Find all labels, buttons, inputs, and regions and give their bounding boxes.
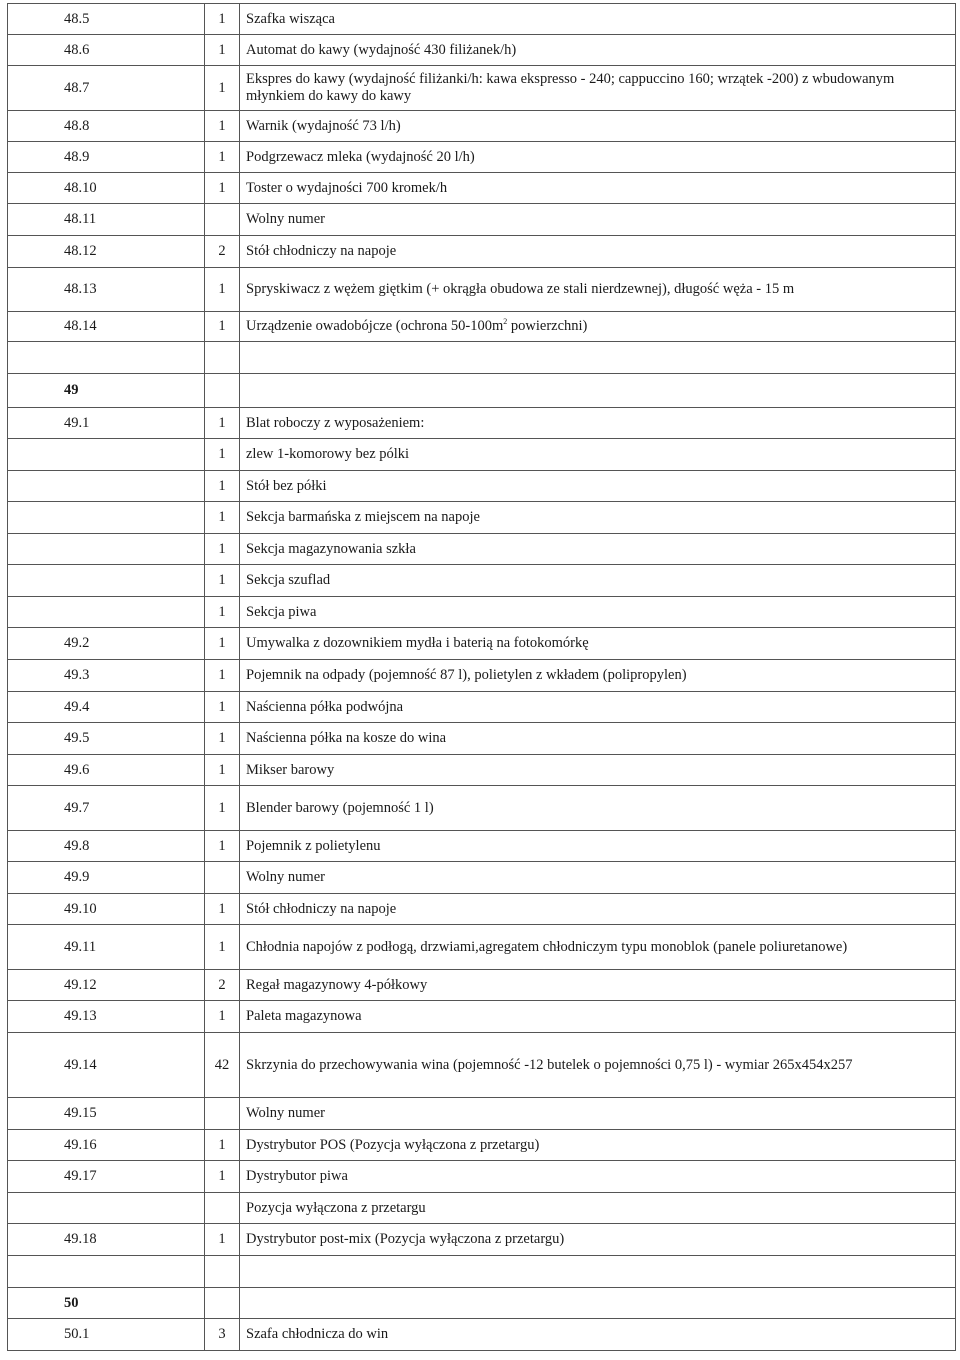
item-description-text: Paleta magazynowa (246, 1008, 362, 1024)
item-description (240, 1256, 956, 1288)
item-description-text: Warnik (wydajność 73 l/h) (246, 117, 401, 134)
table-row (8, 1130, 956, 1161)
item-description-text: Stół chłodniczy na napoje (246, 243, 397, 259)
equipment-table (7, 3, 956, 1351)
table-row (8, 502, 956, 534)
table-row (8, 862, 956, 894)
item-description (240, 1033, 956, 1098)
item-quantity: 1 (205, 268, 240, 312)
item-number: 48.14 (8, 312, 205, 342)
item-quantity: 1 (205, 173, 240, 204)
item-quantity: 1 (205, 4, 240, 35)
table-row (8, 268, 956, 312)
item-description-text: Naścienna półka podwójna (246, 698, 404, 715)
item-number: 49.13 (8, 1001, 205, 1033)
item-description-text: Wolny numer (246, 869, 325, 885)
item-number: 49.6 (8, 755, 205, 786)
table-row (8, 35, 956, 66)
item-quantity: 2 (205, 970, 240, 1001)
section-number: 49 (8, 374, 205, 408)
item-description-text: Urządzenie owadobójcze (ochrona 50-100m (246, 318, 504, 334)
item-description (240, 534, 956, 565)
item-description-text: Regał magazynowy 4-półkowy (246, 976, 428, 993)
table-row (8, 925, 956, 970)
table-row (8, 755, 956, 786)
table-row (8, 597, 956, 628)
item-description-text: Szafa chłodnicza do win (246, 1326, 389, 1342)
table-row (8, 173, 956, 204)
item-description-text: Ekspres do kawy (wydajność filiżanki/h: kawa ekspresso - 240; cappuccino 160; wrzątek -200) z wbudowanym młynkiem do kawy do kawy (246, 71, 895, 104)
item-description-text: Naścienna półka na kosze do wina (246, 730, 447, 746)
item-description (240, 628, 956, 660)
item-description (240, 1130, 956, 1161)
item-description (240, 471, 956, 502)
table-row (8, 408, 956, 439)
item-quantity: 1 (205, 1161, 240, 1193)
item-description (240, 1288, 956, 1319)
item-description-text: Wolny numer (246, 211, 325, 227)
table-row (8, 660, 956, 692)
section-number: 50 (8, 1288, 205, 1319)
item-description-text: Blat roboczy z wyposażeniem: (246, 414, 425, 431)
table-row (8, 342, 956, 374)
item-description-text: Pojemnik z polietylenu (246, 837, 381, 854)
item-number (8, 471, 205, 502)
table-row (8, 66, 956, 111)
item-description (240, 831, 956, 862)
item-description-text: Toster o wydajności 700 kromek/h (246, 179, 448, 196)
item-description (240, 173, 956, 204)
item-description-text: Umywalka z dozownikiem mydła i baterią na fotokomórkę (246, 635, 589, 651)
item-description (240, 268, 956, 312)
item-number (8, 439, 205, 471)
item-description-text: Stół bez półki (246, 477, 327, 494)
item-description (240, 1001, 956, 1033)
item-quantity: 1 (205, 692, 240, 723)
item-description (240, 786, 956, 831)
item-quantity (205, 342, 240, 374)
item-description (240, 111, 956, 142)
equipment-table-body (8, 4, 956, 1351)
item-number: 49.16 (8, 1130, 205, 1161)
table-row (8, 970, 956, 1001)
item-quantity: 1 (205, 894, 240, 925)
item-quantity: 1 (205, 35, 240, 66)
item-number: 49.2 (8, 628, 205, 660)
item-description (240, 660, 956, 692)
item-description-text: Dystrybutor post-mix (Pozycja wyłączona z przetargu) (246, 1231, 565, 1247)
section-row (8, 1288, 956, 1319)
item-quantity: 1 (205, 66, 240, 111)
table-row (8, 786, 956, 831)
item-number: 49.15 (8, 1098, 205, 1130)
item-number: 49.8 (8, 831, 205, 862)
item-description (240, 970, 956, 1001)
table-row (8, 1256, 956, 1288)
item-description (240, 1224, 956, 1256)
item-quantity: 1 (205, 565, 240, 597)
item-description-text: zlew 1-komorowy bez pólki (246, 446, 410, 462)
item-description (240, 312, 956, 342)
item-description-text: Sekcja magazynowania szkła (246, 540, 416, 557)
item-description-text: Skrzynia do przechowywania wina (pojemność -12 butelek o pojemności 0,75 l) - wymiar 265x454x257 (246, 1056, 853, 1073)
table-row (8, 312, 956, 342)
item-quantity: 1 (205, 1130, 240, 1161)
table-row (8, 894, 956, 925)
item-number: 49.5 (8, 723, 205, 755)
item-number (8, 342, 205, 374)
item-number: 50.1 (8, 1319, 205, 1351)
item-quantity: 1 (205, 786, 240, 831)
item-number: 48.7 (8, 66, 205, 111)
table-row (8, 831, 956, 862)
item-description (240, 692, 956, 723)
item-description (240, 439, 956, 471)
item-quantity (205, 1288, 240, 1319)
table-row (8, 439, 956, 471)
item-description-text: Sekcja piwa (246, 603, 317, 620)
item-description-text: Spryskiwacz z wężem giętkim (+ okrągła obudowa ze stali nierdzewnej), długość węża - 15 m (246, 281, 795, 297)
item-quantity (205, 1098, 240, 1130)
item-number: 48.11 (8, 204, 205, 236)
table-row (8, 471, 956, 502)
item-description (240, 1161, 956, 1193)
section-row (8, 374, 956, 408)
table-row (8, 1098, 956, 1130)
item-quantity: 1 (205, 111, 240, 142)
table-row (8, 111, 956, 142)
table-row (8, 1161, 956, 1193)
item-number: 49.17 (8, 1161, 205, 1193)
item-quantity: 1 (205, 142, 240, 173)
item-description (240, 66, 956, 111)
item-description-text: Wolny numer (246, 1105, 325, 1121)
table-row (8, 4, 956, 35)
item-description (240, 565, 956, 597)
table-row (8, 1319, 956, 1351)
item-quantity: 1 (205, 831, 240, 862)
table-row (8, 534, 956, 565)
item-description (240, 374, 956, 408)
item-quantity: 1 (205, 755, 240, 786)
item-number: 48.6 (8, 35, 205, 66)
item-description-text: Pojemnik na odpady (pojemność 87 l), polietylen z wkładem (polipropylen) (246, 667, 687, 683)
item-number: 49.11 (8, 925, 205, 970)
item-description (240, 142, 956, 173)
table-row (8, 1224, 956, 1256)
item-quantity: 1 (205, 502, 240, 534)
item-number (8, 1193, 205, 1224)
table-row (8, 236, 956, 268)
item-number: 48.8 (8, 111, 205, 142)
table-row (8, 1001, 956, 1033)
item-quantity (205, 374, 240, 408)
item-description-suffix: powierzchni) (507, 318, 588, 334)
item-description (240, 1098, 956, 1130)
item-description-text: Blender barowy (pojemność 1 l) (246, 799, 434, 816)
table-row (8, 628, 956, 660)
item-quantity: 1 (205, 597, 240, 628)
item-description (240, 502, 956, 534)
table-row (8, 142, 956, 173)
item-number: 49.9 (8, 862, 205, 894)
item-description (240, 755, 956, 786)
item-quantity (205, 204, 240, 236)
item-number: 49.18 (8, 1224, 205, 1256)
item-quantity: 1 (205, 1224, 240, 1256)
table-row (8, 1193, 956, 1224)
item-quantity (205, 1193, 240, 1224)
item-description-text: Sekcja szuflad (246, 572, 331, 588)
item-description (240, 342, 956, 374)
item-description (240, 1193, 956, 1224)
item-number: 49.7 (8, 786, 205, 831)
item-description-text: Sekcja barmańska z miejscem na napoje (246, 509, 480, 525)
item-number: 49.12 (8, 970, 205, 1001)
item-quantity: 1 (205, 660, 240, 692)
item-quantity: 1 (205, 408, 240, 439)
item-quantity: 1 (205, 925, 240, 970)
item-number: 49.4 (8, 692, 205, 723)
item-description-text: Szafka wisząca (246, 10, 335, 27)
item-description-text: Mikser barowy (246, 761, 335, 778)
superscript-exponent: 2 (503, 317, 508, 327)
item-quantity: 1 (205, 534, 240, 565)
item-number: 48.10 (8, 173, 205, 204)
item-quantity: 1 (205, 628, 240, 660)
item-number (8, 565, 205, 597)
item-number: 49.14 (8, 1033, 205, 1098)
item-description (240, 597, 956, 628)
item-description-text: Podgrzewacz mleka (wydajność 20 l/h) (246, 148, 475, 165)
item-description-text: Stół chłodniczy na napoje (246, 900, 397, 917)
item-description (240, 1319, 956, 1351)
item-description (240, 204, 956, 236)
table-row (8, 565, 956, 597)
item-quantity (205, 1256, 240, 1288)
item-quantity: 1 (205, 723, 240, 755)
item-description (240, 925, 956, 970)
item-number (8, 502, 205, 534)
item-description (240, 862, 956, 894)
item-description-text: Dystrybutor piwa (246, 1168, 348, 1184)
item-number: 49.3 (8, 660, 205, 692)
item-description (240, 894, 956, 925)
item-description-text: Pozycja wyłączona z przetargu (246, 1199, 426, 1216)
item-quantity: 1 (205, 1001, 240, 1033)
item-description (240, 4, 956, 35)
item-quantity: 2 (205, 236, 240, 268)
item-number: 48.12 (8, 236, 205, 268)
item-number (8, 534, 205, 565)
item-number: 49.1 (8, 408, 205, 439)
item-description (240, 236, 956, 268)
item-quantity: 3 (205, 1319, 240, 1351)
table-row (8, 723, 956, 755)
item-quantity: 1 (205, 471, 240, 502)
item-description (240, 723, 956, 755)
item-description (240, 35, 956, 66)
item-description-text: Dystrybutor POS (Pozycja wyłączona z przetargu) (246, 1136, 540, 1153)
item-quantity: 1 (205, 439, 240, 471)
item-number: 48.13 (8, 268, 205, 312)
item-quantity: 1 (205, 312, 240, 342)
table-row (8, 692, 956, 723)
item-quantity: 42 (205, 1033, 240, 1098)
table-row (8, 204, 956, 236)
item-description-text: Chłodnia napojów z podłogą, drzwiami,agregatem chłodniczym typu monoblok (panele poliuretanowe) (246, 938, 848, 955)
item-quantity (205, 862, 240, 894)
item-number: 48.5 (8, 4, 205, 35)
item-number (8, 1256, 205, 1288)
table-row (8, 1033, 956, 1098)
item-number: 49.10 (8, 894, 205, 925)
item-description-text: Automat do kawy (wydajność 430 filiżanek/h) (246, 41, 517, 58)
item-number: 48.9 (8, 142, 205, 173)
item-number (8, 597, 205, 628)
item-description (240, 408, 956, 439)
